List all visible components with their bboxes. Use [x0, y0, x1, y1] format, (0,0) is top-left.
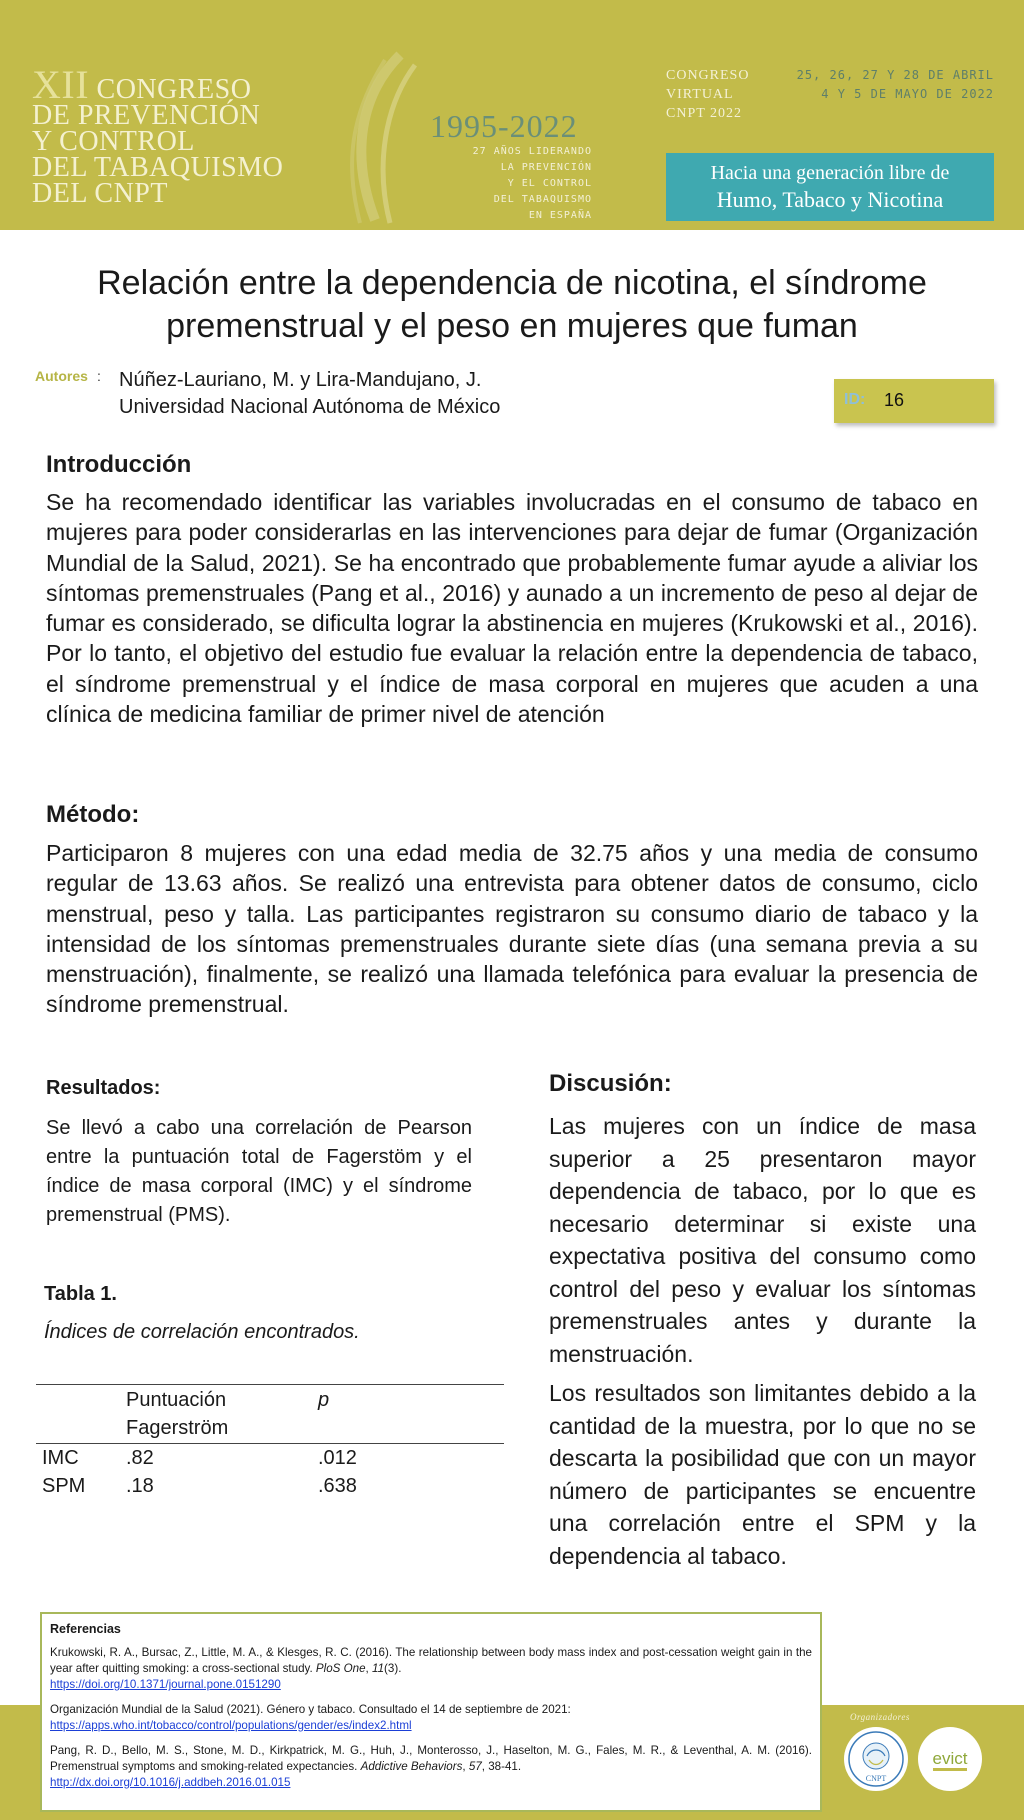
id-value: 16: [884, 390, 905, 410]
organizers-label: Organizadores: [850, 1712, 910, 1722]
cnpt-logo-icon: [843, 1726, 909, 1792]
reference-text: Pang, R. D., Bello, M. S., Stone, M. D., Kirkpatrick, M. G., Huh, J., Monterosso, J., Haselton, M. G., Fales, M. R., & Leventhal, A. M. (2016). Premenstrual symptoms and smoking-related expectancies.: [50, 1744, 812, 1773]
reference-link[interactable]: https://apps.who.int/tobacco/control/populations/gender/es/index2.html: [50, 1719, 412, 1732]
anniversary-subtitle-line: DEL TABAQUISMO: [493, 194, 592, 205]
dates-line: 25, 26, 27 Y 28 DE ABRIL: [796, 68, 994, 82]
cnpt-logo-text: CNPT: [865, 1774, 887, 1783]
table-cell: .82: [126, 1447, 154, 1469]
evict-logo-text: evict: [932, 1749, 968, 1768]
reference-item: [50, 1743, 812, 1791]
reference-tail: , 38-41.: [481, 1760, 522, 1773]
anniversary-subtitle: [473, 144, 592, 224]
congress-title-line: DE PREVENCIÓN: [32, 100, 261, 131]
table-header-rule: [36, 1443, 504, 1444]
table-row-label: SPM: [42, 1475, 86, 1497]
table-cell: .18: [126, 1475, 154, 1497]
table-caption: Índices de correlación encontrados.: [44, 1321, 360, 1343]
poster-id-badge: [834, 379, 994, 423]
table-header-fagerstrom: Fagerström: [126, 1417, 229, 1439]
intro-heading: Introducción: [46, 451, 192, 478]
id-label: ID:: [844, 391, 866, 408]
discussion-paragraph-1: Las mujeres con un índice de masa superior a 25 presentaron mayor dependencia de tabaco, por lo que es necesario determinar si existe una expectativa positiva del consumo como control del peso y evaluar los síntomas premenstruales antes y durante la menstruación.: [549, 1113, 976, 1367]
reference-journal: PloS One: [315, 1662, 366, 1675]
anniversary-subtitle-line: Y EL CONTROL: [507, 178, 592, 189]
anniversary-subtitle-line: EN ESPAÑA: [528, 210, 592, 221]
poster-title-line: premenstrual y el peso en mujeres que fuman: [166, 307, 858, 345]
slogan-line: Hacia una generación libre de: [710, 162, 950, 184]
table-row-label: IMC: [42, 1447, 79, 1469]
anniversary-subtitle-line: 27 AÑOS LIDERANDO: [472, 146, 592, 157]
table-cell: .012: [318, 1447, 357, 1469]
swoosh-decoration-icon: [330, 45, 440, 225]
reference-journal: Addictive Behaviors: [360, 1760, 463, 1773]
congress-title-line: DEL TABAQUISMO: [32, 152, 284, 183]
table-cell: .638: [318, 1475, 357, 1497]
table-label: Tabla 1.: [44, 1283, 117, 1305]
reference-text: Krukowski, R. A., Bursac, Z., Little, M. A., & Klesges, R. C. (2016). The relationship between body mass index and post-cessation weight gain in the year after quitting smoking: a cross-sectional study.: [50, 1646, 812, 1675]
reference-link[interactable]: http://dx.doi.org/10.1016/j.addbeh.2016.01.015: [50, 1776, 291, 1789]
reference-separator: ,: [462, 1760, 469, 1773]
results-heading: Resultados:: [46, 1077, 161, 1099]
table-header-puntuacion: Puntuación: [126, 1389, 227, 1411]
reference-text: Organización Mundial de la Salud (2021). Género y tabaco. Consultado el 14 de septiembre de 2021:: [50, 1703, 571, 1716]
virtual-line: CONGRESO: [666, 68, 750, 83]
references-box: [40, 1612, 822, 1812]
congress-title-line: DEL CNPT: [32, 178, 168, 209]
authors-names: Núñez-Lauriano, M. y Lira-Mandujano, J.: [119, 369, 482, 391]
reference-volume: 11: [372, 1662, 385, 1675]
poster-title-line: Relación entre la dependencia de nicotina, el síndrome: [97, 264, 927, 302]
virtual-congress-label: [666, 66, 749, 123]
evict-logo-icon: [917, 1726, 983, 1792]
reference-item: [50, 1702, 812, 1734]
table-top-rule: [36, 1384, 504, 1385]
anniversary-subtitle-line: LA PREVENCIÓN: [500, 162, 592, 173]
authors-block: [119, 367, 500, 421]
authors-colon: :: [97, 368, 101, 384]
discussion-paragraph-2: Los resultados son limitantes debido a la cantidad de la muestra, por lo que no se descarta la posibilidad que con un mayor número de participantes se encuentre una correlación entre el SPM y la dependencia al tabaco.: [549, 1380, 976, 1569]
reference-item: [50, 1645, 812, 1693]
poster-title: [30, 262, 994, 348]
table-header-p: p: [318, 1389, 330, 1411]
slogan-line: Humo, Tabaco y Nicotina: [716, 187, 944, 212]
congress-dates: [797, 66, 994, 104]
authors-institution: Universidad Nacional Autónoma de México: [119, 396, 501, 418]
header-banner: [0, 0, 1024, 230]
dates-line: 4 Y 5 DE MAYO DE 2022: [821, 87, 994, 101]
virtual-line: VIRTUAL: [666, 87, 734, 102]
congress-roman-numeral: XII: [32, 62, 90, 107]
virtual-line: CNPT 2022: [666, 106, 743, 121]
reference-separator: ,: [365, 1662, 372, 1675]
congress-title-line: CONGRESO: [96, 74, 252, 105]
references-heading: Referencias: [50, 1622, 121, 1636]
reference-tail: (3).: [384, 1662, 402, 1675]
method-paragraph: Participaron 8 mujeres con una edad media de 32.75 años y una media de consumo regular de 13.63 años. Se realizó una entrevista para obtener datos de consumo, ciclo menstrual, peso y talla. Las participantes registraron su consumo diario de tabaco y la intensidad de los síntomas premenstruales durante siete días (una semana previa a su menstruación), finalmente, se realizó una llamada telefónica para evaluar la presencia de síndrome premenstrual.: [46, 840, 978, 1018]
results-paragraph: Se llevó a cabo una correlación de Pearson entre la puntuación total de Fagerstöm y el índice de masa corporal (IMC) y el síndrome premenstrual (PMS).: [46, 1117, 472, 1226]
congress-title: [32, 62, 284, 209]
slogan-box: [666, 153, 994, 221]
anniversary-years: 1995-2022: [430, 108, 578, 144]
reference-volume: 57: [468, 1760, 482, 1773]
intro-paragraph: Se ha recomendado identificar las variables involucradas en el consumo de tabaco en mujeres para poder considerarlas en las intervenciones para dejar de fumar (Organización Mundial de la Salud, 2021). Se ha encontrado que probablemente fumar ayude a aliviar los síntomas premenstruales (Pang et al., 2016) y aunado a un incremento de peso al dejar de fumar es considerado, se dificulta lograr la abstinencia en mujeres (Krukowski et al., 2016). Por lo tanto, el objetivo del estudio fue evaluar la relación entre la dependencia de tabaco, el síndrome premenstrual y el índice de masa corporal en mujeres que acuden a una clínica de medicina familiar de primer nivel de atención: [46, 489, 978, 728]
method-heading: Método:: [46, 801, 140, 828]
congress-title-line: Y CONTROL: [32, 126, 195, 157]
reference-link[interactable]: https://doi.org/10.1371/journal.pone.0151290: [50, 1678, 281, 1691]
authors-label: Autores: [35, 368, 88, 384]
discussion-heading: Discusión:: [549, 1070, 672, 1097]
